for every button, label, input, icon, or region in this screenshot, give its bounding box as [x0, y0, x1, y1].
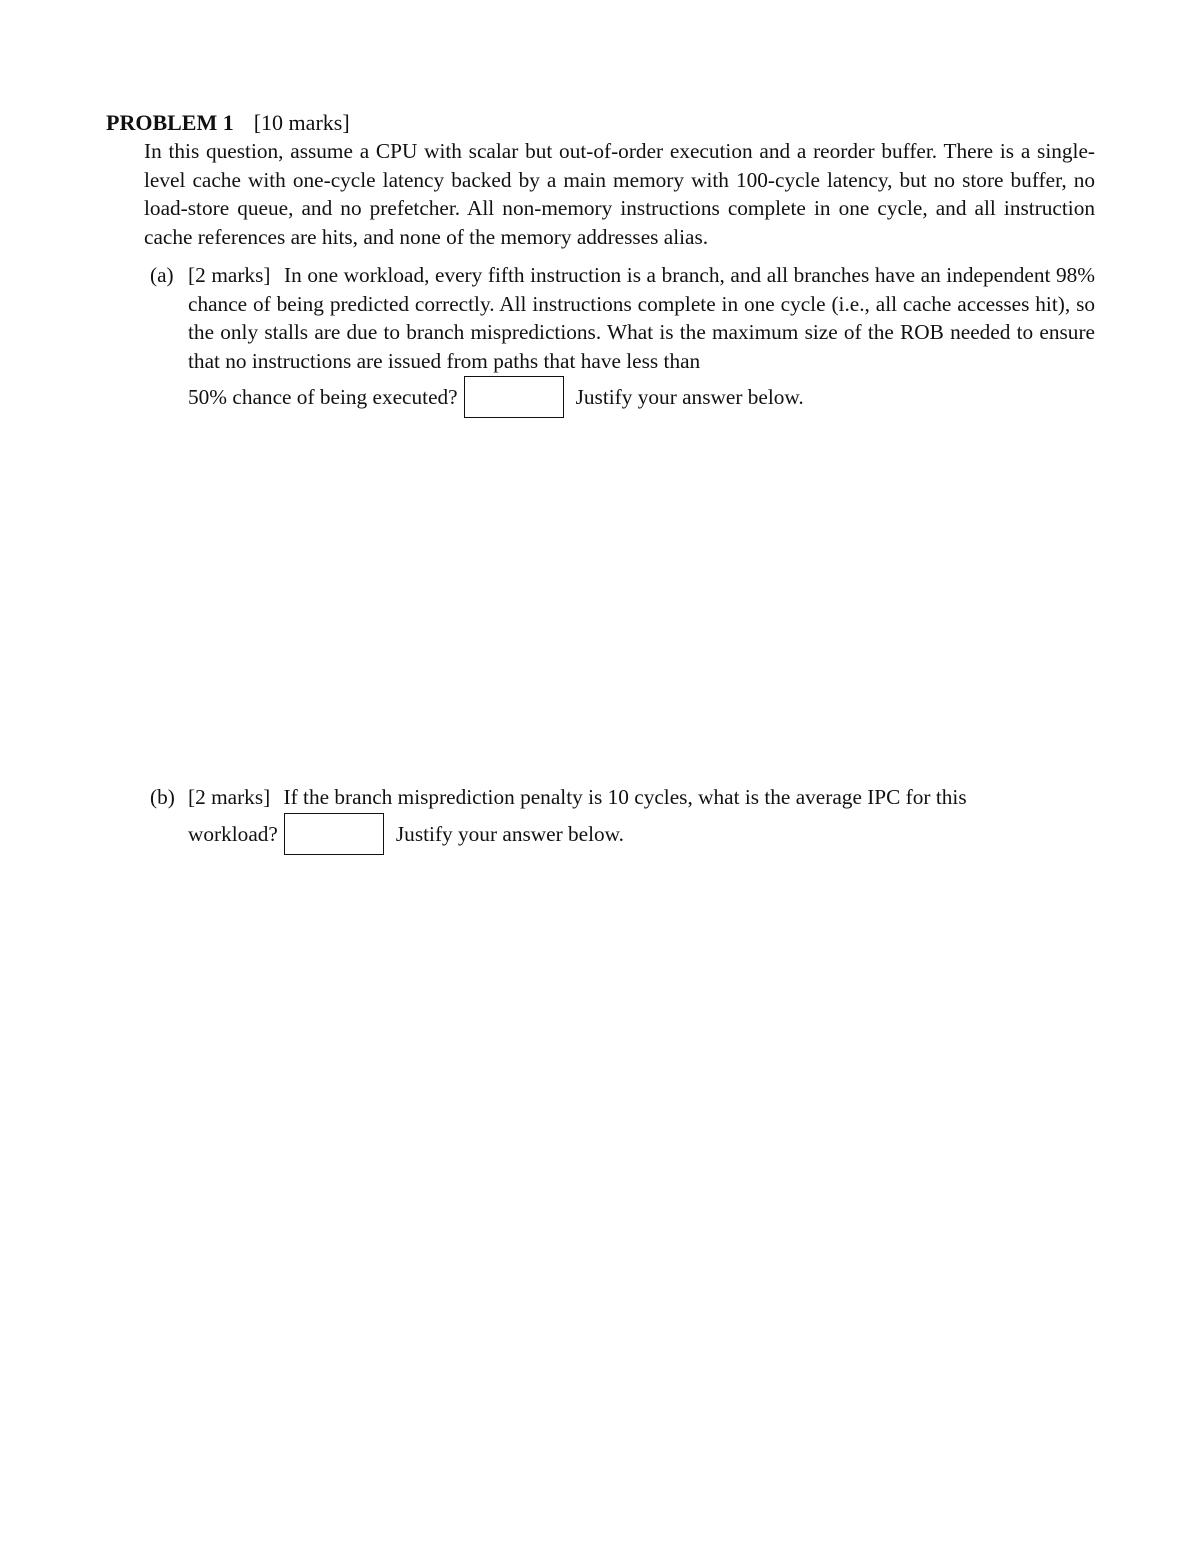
- part-b-prompt: workload?: [188, 821, 278, 846]
- part-b-label: (b): [150, 785, 175, 809]
- part-b-answer-box[interactable]: [284, 813, 384, 855]
- part-b-question: If the branch misprediction penalty is 10 cycles, what is the average IPC for this: [283, 785, 967, 809]
- part-a-answer-box[interactable]: [464, 376, 564, 418]
- part-a-label: (a): [150, 263, 174, 287]
- part-b-marks: [2 marks]: [188, 785, 271, 809]
- part-a-question: In one workload, every fifth instruction is a branch, and all branches have an independent 98% chance of being predicted correctly. All instructions complete in one cycle (i.e., all cache accesses hit), so the only stalls are due to branch mispredictions. What is the maximum size of the ROB needed to ensure that no instructions are issued from paths that have less than: [188, 263, 1096, 373]
- problem-intro: In this question, assume a CPU with scalar but out-of-order execution and a reorder buffer. There is a single-level cache with one-cycle latency backed by a main memory with 100-cycle latency, but no store buffer, no load-store queue, and no prefetcher. All non-memory instructions complete in one cycle, and all instruction cache references are hits, and none of the memory addresses alias.: [144, 139, 1095, 249]
- part-a-prompt: 50% chance of being executed?: [188, 385, 458, 409]
- problem-header: [106, 108, 350, 138]
- part-a-marks: [2 marks]: [188, 263, 271, 287]
- part-a-answer-line: [188, 377, 1095, 420]
- problem-marks: [10 marks]: [253, 110, 350, 135]
- problem-title: PROBLEM 1: [106, 110, 234, 135]
- part-a-justify: Justify your answer below.: [575, 385, 804, 409]
- part-b-body: [188, 783, 1095, 857]
- part-b-justify: Justify your answer below.: [395, 821, 624, 846]
- part-a-body: [188, 261, 1095, 420]
- part-b-answer-line: [188, 814, 1095, 857]
